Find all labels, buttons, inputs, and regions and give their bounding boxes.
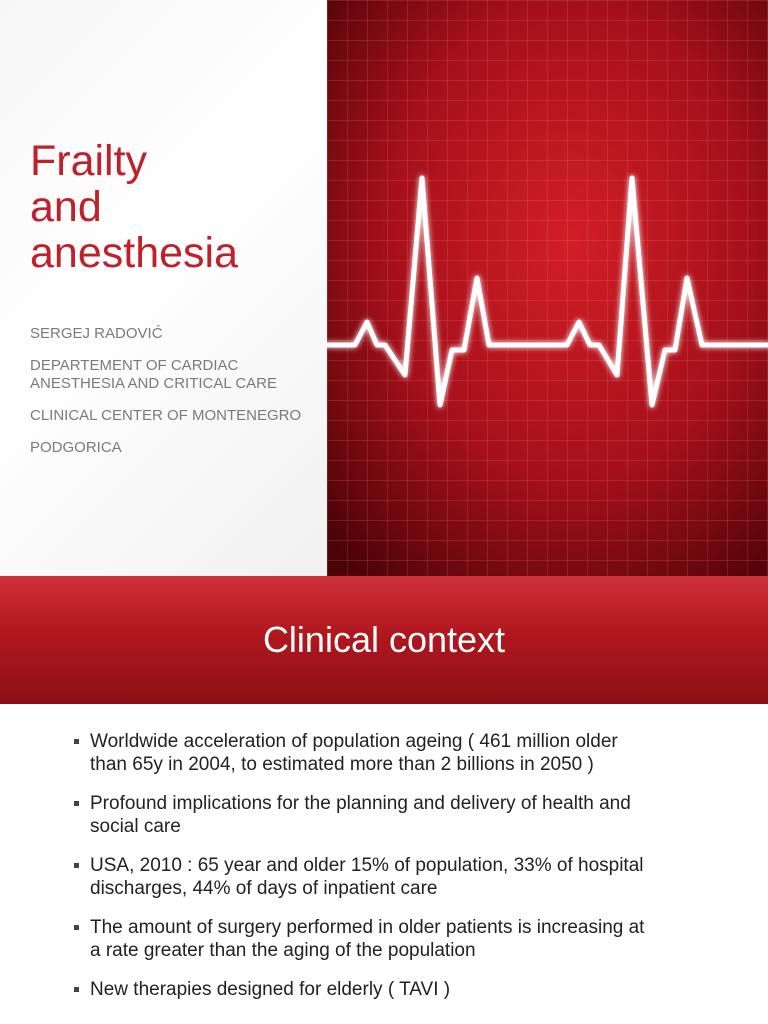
bullet-icon — [74, 739, 79, 744]
bullet-list — [74, 730, 654, 1017]
bullet-item — [74, 916, 654, 962]
bullet-item — [74, 978, 654, 1001]
title-panel — [0, 0, 327, 576]
bullet-icon — [74, 863, 79, 868]
title-line: and — [30, 183, 102, 231]
bullet-text: USA, 2010 : 65 year and older 15% of population, 33% of hospital discharges, 44% of days of inpatient care — [90, 855, 644, 899]
author-department: DEPARTEMENT OF CARDIAC ANESTHESIA AND CRITICAL CARE — [30, 357, 278, 392]
section-header — [0, 576, 768, 704]
author-info — [30, 325, 320, 471]
bullet-text: Profound implications for the planning and delivery of health and social care — [90, 793, 631, 837]
ecg-heartbeat-image — [327, 0, 768, 576]
title-line: anesthesia — [30, 229, 238, 277]
presentation-title — [30, 138, 238, 276]
author-name: SERGEJ RADOVIĆ — [30, 325, 163, 342]
author-institution: CLINICAL CENTER OF MONTENEGRO — [30, 407, 302, 424]
bullet-text: New therapies designed for elderly ( TAVI ) — [90, 979, 451, 1000]
ecg-grid — [327, 0, 768, 576]
bullet-item — [74, 730, 654, 776]
section-title: Clinical context — [262, 619, 506, 660]
bullet-item — [74, 854, 654, 900]
author-city: PODGORICA — [30, 439, 122, 456]
bullet-item — [74, 792, 654, 838]
section-body — [0, 704, 768, 1024]
bullet-icon — [74, 925, 79, 930]
title-line: Frailty — [30, 137, 148, 185]
bullet-icon — [74, 801, 79, 806]
bullet-text: Worldwide acceleration of population ageing ( 461 million older than 65y in 2004, to estimated more than 2 billions in 2050 ) — [90, 731, 618, 775]
bullet-icon — [74, 987, 79, 992]
bullet-text: The amount of surgery performed in older patients is increasing at a rate greater than the aging of the population — [90, 917, 645, 961]
